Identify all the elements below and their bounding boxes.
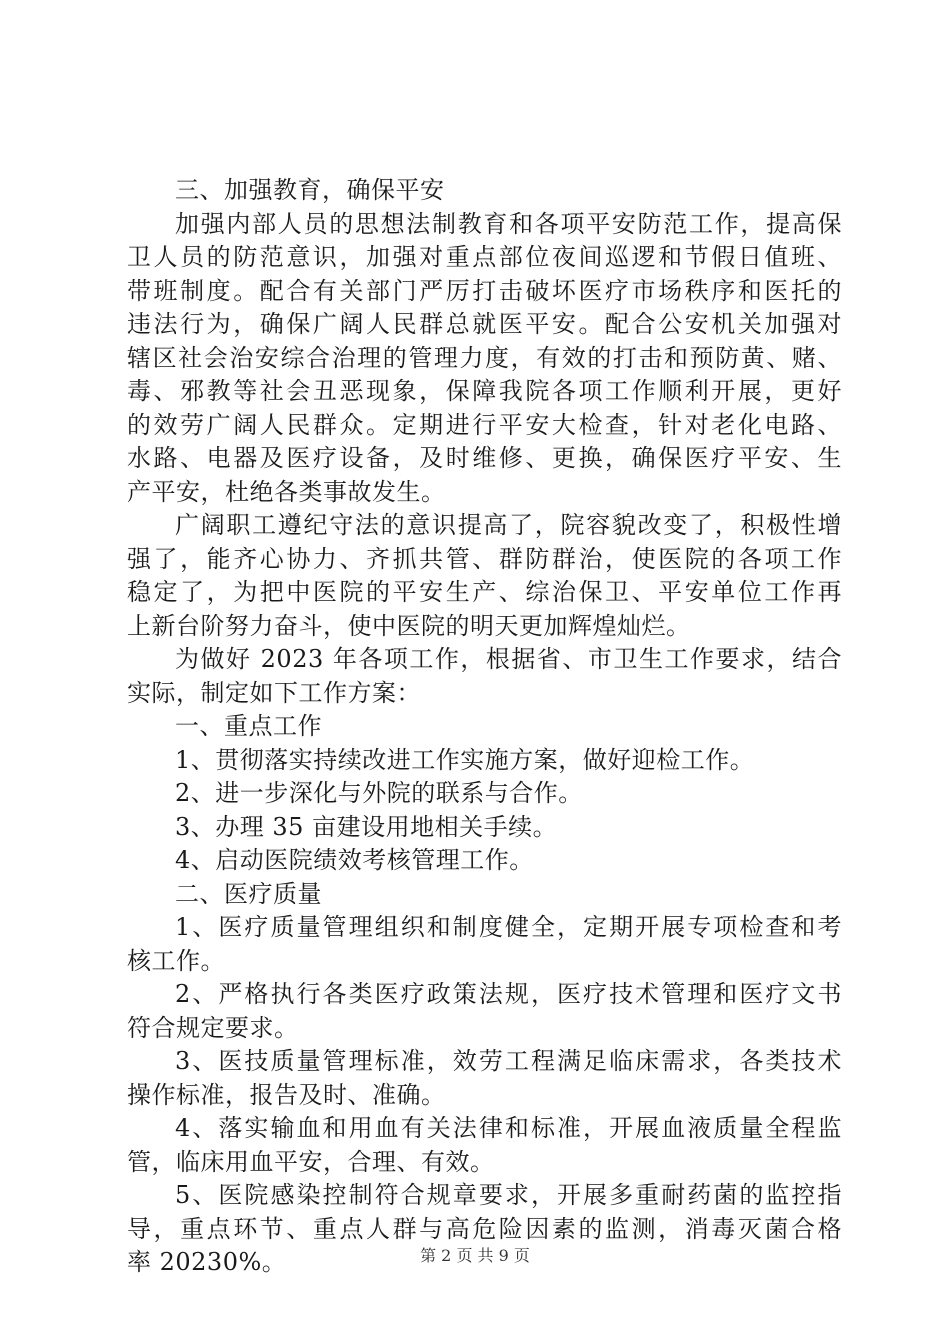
document-body bbox=[127, 174, 842, 1280]
text-line: 2、进一步深化与外院的联系与合作。 bbox=[175, 779, 583, 807]
text-line: 产平安，杜绝各类事故发生。 bbox=[127, 477, 446, 506]
text-line: 率 20230%。 bbox=[127, 1248, 287, 1276]
text-line: 一、重点工作 bbox=[175, 712, 322, 740]
text-line: 加强内部人员的思想法制教育和各项平安防范工作，提高保 bbox=[175, 209, 842, 238]
text-line: 三、加强教育，确保平安 bbox=[175, 176, 445, 204]
text-line: 的效劳广阔人民群众。定期进行平安大检查，针对老化电路、 bbox=[127, 410, 842, 439]
text-line: 辖区社会治安综合治理的管理力度，有效的打击和预防黄、赌、 bbox=[127, 343, 842, 372]
text-line: 3、办理 35 亩建设用地相关手续。 bbox=[175, 812, 558, 841]
text-line: 符合规定要求。 bbox=[127, 1013, 299, 1042]
text-line: 核工作。 bbox=[127, 946, 225, 975]
text-line: 5、医院感染控制符合规章要求，开展多重耐药菌的监控指 bbox=[175, 1181, 842, 1209]
text-line: 3、医技质量管理标准，效劳工程满足临床需求，各类技术 bbox=[175, 1047, 842, 1075]
text-line: 上新台阶努力奋斗，使中医院的明天更加辉煌灿烂。 bbox=[127, 611, 691, 640]
text-line: 带班制度。配合有关部门严厉打击破坏医疗市场秩序和医托的 bbox=[127, 276, 842, 305]
text-line: 2、严格执行各类医疗政策法规，医疗技术管理和医疗文书 bbox=[175, 980, 842, 1008]
text-line: 广阔职工遵纪守法的意识提高了，院容貌改变了，积极性增 bbox=[175, 511, 842, 539]
text-line: 操作标准，报告及时、准确。 bbox=[127, 1080, 446, 1109]
text-line: 毒、邪教等社会丑恶现象，保障我院各项工作顺利开展，更好 bbox=[127, 377, 842, 405]
text-line: 违法行为，确保广阔人民群总就医平安。配合公安机关加强对 bbox=[127, 310, 842, 338]
text-line: 4、启动医院绩效考核管理工作。 bbox=[175, 846, 534, 874]
text-line: 4、落实输血和用血有关法律和标准，开展血液质量全程监 bbox=[175, 1114, 842, 1142]
text-line: 卫人员的防范意识，加强对重点部位夜间巡逻和节假日值班、 bbox=[127, 243, 842, 271]
text-line: 水路、电器及医疗设备，及时维修、更换，确保医疗平安、生 bbox=[127, 444, 842, 472]
text-line: 管，临床用血平安，合理、有效。 bbox=[127, 1147, 495, 1176]
text-line: 强了，能齐心协力、齐抓共管、群防群治，使医院的各项工作 bbox=[127, 544, 842, 573]
text-line: 导，重点环节、重点人群与高危险因素的监测，消毒灭菌合格 bbox=[127, 1214, 842, 1243]
text-line: 二、医疗质量 bbox=[175, 879, 322, 908]
text-line: 实际，制定如下工作方案： bbox=[127, 678, 421, 707]
text-line: 为做好 2023 年各项工作，根据省、市卫生工作要求，结合 bbox=[175, 645, 842, 673]
text-line: 1、贯彻落实持续改进工作实施方案，做好迎检工作。 bbox=[175, 745, 755, 774]
page-number-footer: 第 2 页 共 9 页 bbox=[420, 1246, 530, 1265]
text-line: 稳定了，为把中医院的平安生产、综治保卫、平安单位工作再 bbox=[127, 578, 842, 606]
text-line: 1、医疗质量管理组织和制度健全，定期开展专项检查和考 bbox=[175, 913, 842, 941]
